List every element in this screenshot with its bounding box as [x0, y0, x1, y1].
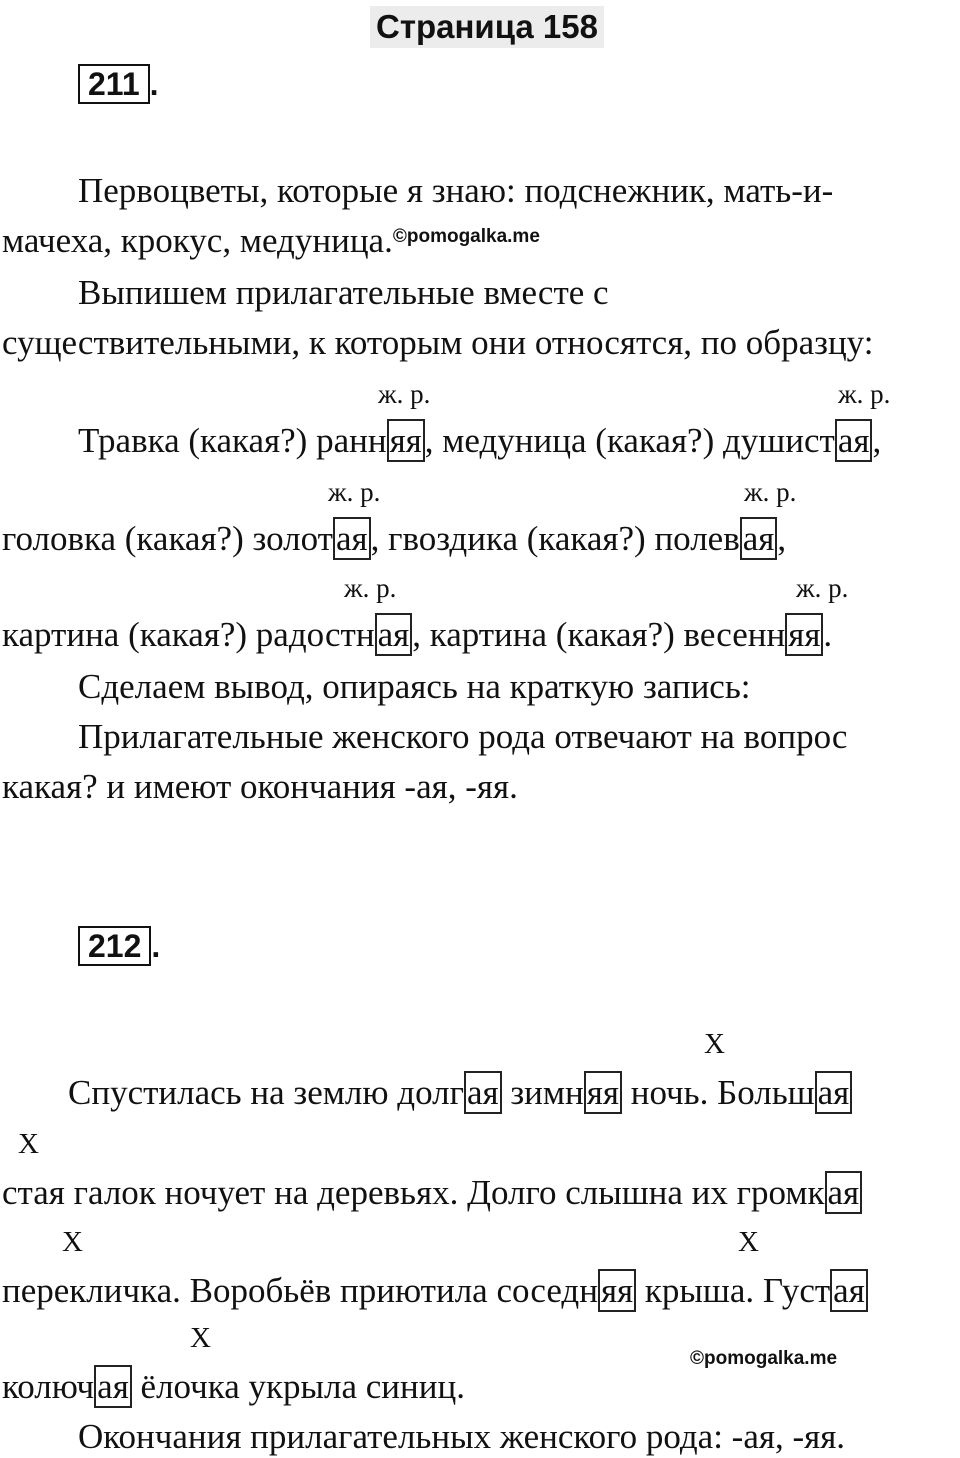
gender-note: ж. р. [328, 477, 381, 507]
gender-note: ж. р. [838, 379, 891, 409]
exercise-number-box: 211 [78, 64, 150, 104]
x-mark: X [18, 1128, 39, 1160]
ex212-line-3: перекличка. Воробьёв приютила соседняя крыша. Густая [2, 1270, 868, 1312]
ex212-line-1: Спустилась на землю долгая зимняя ночь. Большая [68, 1072, 852, 1114]
gender-note: ж. р. [744, 477, 797, 507]
example-row-2: головка (какая?) золотая, гвоздика (какая?) полевая, [2, 519, 787, 558]
ending-box: ая [815, 1071, 853, 1114]
ex211-paragraph-1-line-1: Первоцветы, которые я знаю: подснежник, мать-и- [78, 171, 834, 210]
ex211-paragraph-2-line-2: существительными, к которым они относятся, по образцу: [2, 323, 874, 362]
ending-box: яя [785, 613, 823, 656]
ex211-paragraph-3: Сделаем вывод, опираясь на краткую запись: [78, 667, 751, 706]
exercise-number-box: 212 [78, 926, 151, 966]
ending-box: ая [740, 517, 778, 560]
ending-box: яя [584, 1071, 622, 1114]
ending-box: ая [375, 613, 413, 656]
x-mark: X [738, 1226, 759, 1258]
ex211-paragraph-1-line-2: мачеха, крокус, медуница.$^{©pomogalka.me}$ [2, 221, 540, 260]
watermark: ©pomogalka.me [690, 1348, 838, 1369]
ending-box: ая [464, 1071, 502, 1114]
ending-box: ая [835, 419, 873, 462]
ending-box: яя [387, 419, 425, 462]
ex211-paragraph-4-line-2: какая? и имеют окончания -ая, -яя. [2, 767, 518, 806]
ex212-line-4: колючая ёлочка укрыла синиц. [2, 1367, 465, 1406]
ex212-line-2: стая галок ночует на деревьях. Долго слышна их громкая [2, 1172, 862, 1214]
example-row-1: Травка (какая?) ранняя, медуница (какая?) душистая, [78, 421, 882, 460]
ending-box: ая [333, 517, 371, 560]
gender-note: ж. р. [378, 379, 431, 409]
ending-box: яя [598, 1269, 636, 1312]
gender-note: ж. р. [344, 573, 397, 603]
ending-box: ая [830, 1269, 868, 1312]
ending-box: ая [94, 1365, 132, 1408]
gender-note: ж. р. [796, 573, 849, 603]
ex211-paragraph-2-line-1: Выпишем прилагательные вместе с [78, 273, 609, 312]
x-mark: X [190, 1322, 211, 1354]
x-mark: X [62, 1226, 83, 1258]
page-title: Страница 158 [370, 6, 604, 48]
exercise-211-number: 211 . [78, 64, 159, 104]
example-row-3: картина (какая?) радостная, картина (какая?) весенняя. [2, 615, 833, 654]
x-mark: X [704, 1028, 725, 1060]
watermark: ©pomogalka.me [392, 226, 540, 247]
exercise-212-number: 212 . [78, 926, 160, 966]
ex212-conclusion: Окончания прилагательных женского рода: -ая, -яя. [78, 1417, 846, 1456]
ending-box: ая [825, 1171, 863, 1214]
ex211-paragraph-4-line-1: Прилагательные женского рода отвечают на вопрос [78, 717, 848, 756]
